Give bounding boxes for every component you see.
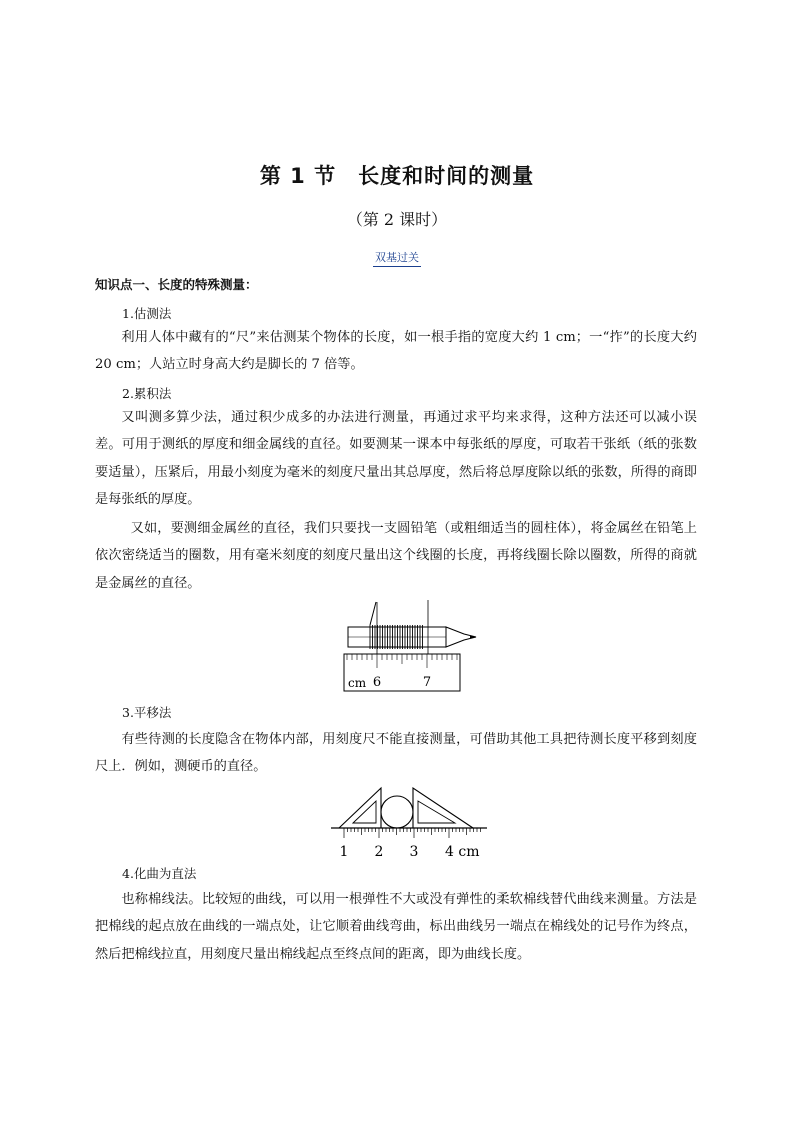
coin bbox=[381, 796, 413, 828]
ruler-tick-label: 1 bbox=[339, 844, 349, 860]
ruler-unit-label: cm bbox=[348, 676, 367, 690]
coiled-wire-figure bbox=[334, 598, 484, 694]
left-triangle bbox=[339, 788, 381, 828]
ruler-tick-label: 7 bbox=[422, 675, 432, 690]
ruler-ticks bbox=[344, 828, 481, 838]
section-4-paragraph: 也称棉线法。比较短的曲线，可以用一根弹性不大或没有弹性的柔软棉线替代曲线来测量。方法是把棉线的起点放在曲线的一端点处，让它顺着曲线弯曲，标出曲线另一端点在棉线处的记号作为终点，然后把棉线拉直，用刻度尺量出棉线起点至终点间的距离，即为曲线长度。 bbox=[95, 892, 697, 962]
section-2-paragraph-1: 又叫测多算少法，通过积少成多的办法进行测量，再通过求平均来求得，这种方法还可以减小误差。可用于测纸的厚度和细金属线的直径。如要测某一课本中每张纸的厚度，可取若干张纸（纸的张数要适量），压紧后，用最小刻度为毫米的刻度尺量出其总厚度，然后将总厚度除以纸的张数，所得的商即是每张纸的厚度。 bbox=[95, 410, 697, 507]
section-2-paragraph-2: 又如，要测细金属丝的直径，我们只要找一支圆铅笔（或粗细适当的圆柱体），将金属丝在铅笔上依次密绕适当的圈数，用有毫米刻度的刻度尺量出这个线圈的长度，再将线圈长除以圈数，所得的商就是金属丝的直径。 bbox=[95, 521, 697, 591]
lesson-subtitle: （第 2 课时） bbox=[346, 210, 448, 229]
ruler-tick-label: 3 bbox=[409, 844, 419, 860]
section-badge-wrap bbox=[0, 246, 794, 267]
page-title: 第 1 节 长度和时间的测量 bbox=[259, 164, 535, 188]
section-1-paragraph: 利用人体中藏有的“尺”来估测某个物体的长度，如一根手指的宽度大约 1 cm；一“拃”的长度大约 20 cm；人站立时身高大约是脚长的 7 倍等。 bbox=[95, 330, 697, 373]
coin-measurement-figure bbox=[325, 782, 495, 862]
right-triangle bbox=[413, 788, 473, 828]
ruler-tick-label: 4 cm bbox=[445, 844, 480, 860]
ruler-tick-label: 6 bbox=[372, 675, 382, 690]
section-3-heading: 3.平移法 bbox=[122, 705, 172, 720]
ruler-tick-label: 2 bbox=[374, 844, 384, 860]
section-1-heading: 1.估测法 bbox=[122, 306, 172, 321]
section-4-heading: 4.化曲为直法 bbox=[122, 866, 197, 881]
section-3-paragraph: 有些待测的长度隐含在物体内部，用刻度尺不能直接测量，可借助其他工具把待测长度平移到刻度尺上．例如，测硬币的直径。 bbox=[95, 732, 697, 775]
section-2-heading: 2.累积法 bbox=[122, 386, 172, 401]
section-badge: 双基过关 bbox=[373, 249, 421, 267]
knowledge-point-heading: 知识点一、长度的特殊测量： bbox=[95, 277, 258, 292]
